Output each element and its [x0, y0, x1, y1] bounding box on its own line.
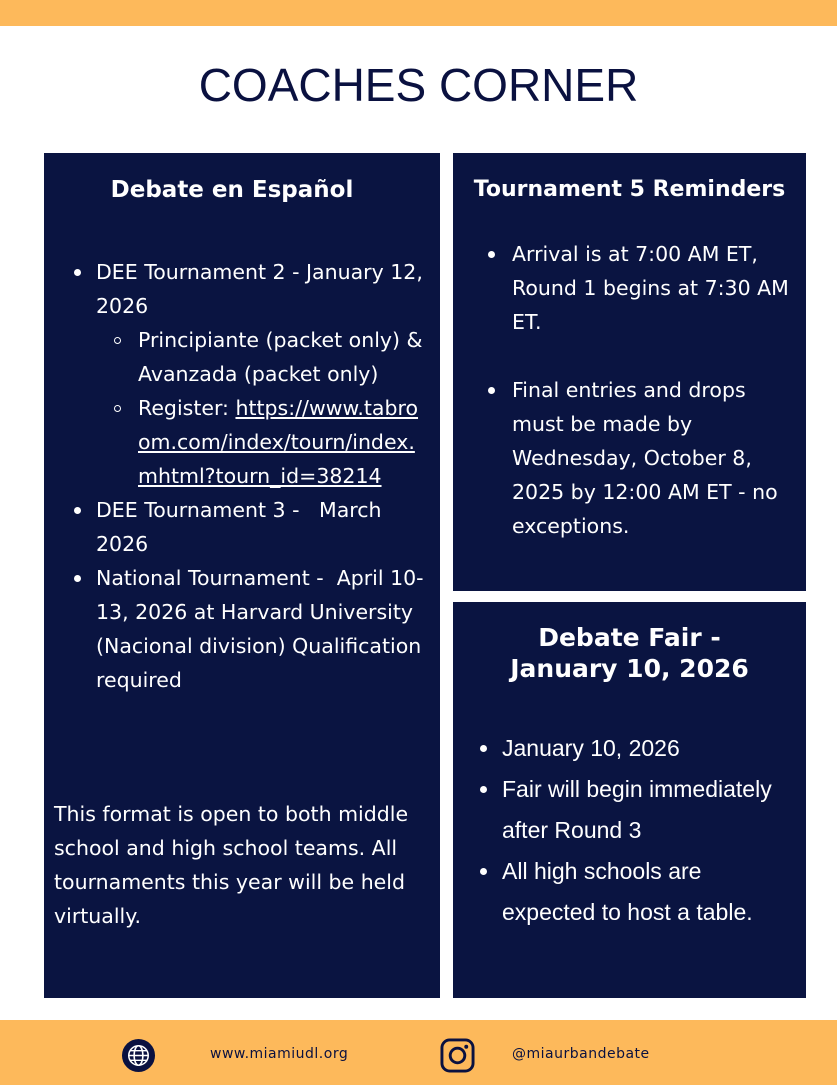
panel-heading: Tournament 5 Reminders [473, 177, 786, 202]
format-paragraph: This format is open to both middle school and high school teams. All tournaments this year will be held virtually. [54, 802, 409, 928]
sub-list-item [138, 391, 428, 493]
list-item [96, 493, 428, 561]
reminders-list [512, 237, 797, 543]
list-item: Arrival is at 7:00 AM ET, Round 1 begins at 7:30 AM ET. [512, 237, 797, 339]
top-accent-bar [0, 0, 837, 26]
heading-line-1: Debate Fair - [538, 623, 721, 652]
sub-list-item [138, 323, 428, 391]
sub-list-item-text: Principiante (packet only) & Avanzada (packet only) [138, 328, 423, 386]
list-item-text: National Tournament - April 10-13, 2026 at Harvard University (Nacional division) Qualification required [96, 566, 428, 692]
heading-line-2: January 10, 2026 [510, 654, 749, 683]
list-item: All high schools are expected to host a table. [502, 851, 792, 933]
debate-en-espanol-panel [44, 153, 440, 998]
list-item: Fair will begin immediately after Round 3 [502, 769, 792, 851]
page-title: COACHES CORNER [198, 59, 639, 111]
list-item [96, 561, 428, 697]
list-item [96, 255, 428, 493]
list-item: Final entries and drops must be made by Wednesday, October 8, 2025 by 12:00 AM ET - no exceptions. [512, 373, 797, 543]
instagram-icon[interactable] [440, 1038, 475, 1073]
panel-heading: Debate en Español [110, 177, 354, 203]
debate-fair-panel [453, 602, 806, 998]
tournament-list [96, 255, 428, 697]
tabroom-link[interactable]: https://www.tabroom.com/index/tourn/index.mhtml?tourn_id=38214 [138, 396, 419, 488]
website-link[interactable]: www.miamiudl.org [210, 1046, 349, 1062]
footer-bar [0, 1020, 837, 1085]
sub-list [138, 323, 428, 493]
fair-list [502, 728, 792, 933]
instagram-handle[interactable]: @miaurbandebate [512, 1046, 650, 1062]
panel-heading [453, 622, 806, 684]
globe-icon[interactable] [121, 1038, 156, 1073]
list-item-text: DEE Tournament 3 - March 2026 [96, 498, 389, 556]
list-item: January 10, 2026 [502, 728, 792, 769]
register-label: Register: [138, 396, 236, 420]
tournament-5-reminders-panel [453, 153, 806, 591]
list-item-text: DEE Tournament 2 - January 12, 2026 [96, 260, 423, 318]
